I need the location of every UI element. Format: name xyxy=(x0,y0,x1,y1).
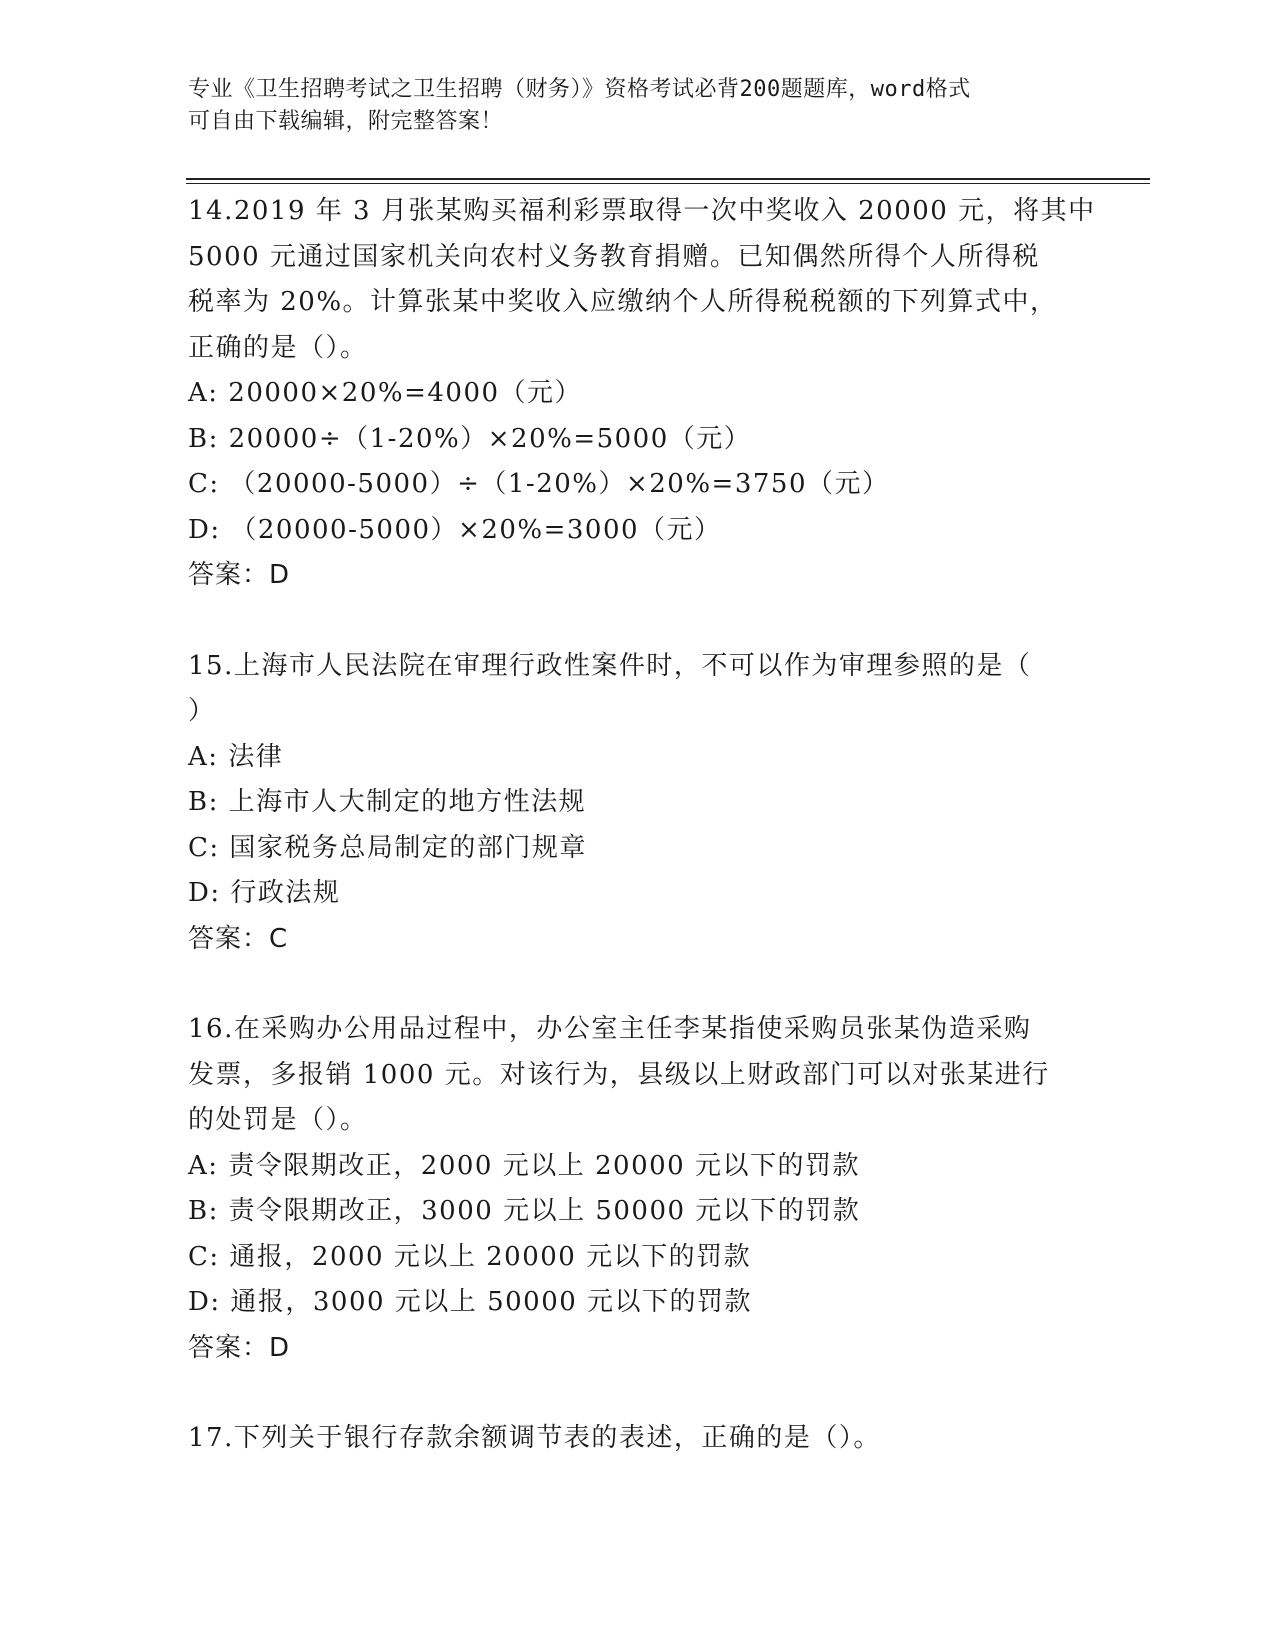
question-15 xyxy=(188,644,1088,963)
question-text-line: 16.在采购办公用品过程中，办公室主任李某指使采购员张某伪造采购 xyxy=(188,1014,1032,1044)
header-line: 专业《卫生招聘考试之卫生招聘（财务）》资格考试必背200题题库，word格式 xyxy=(188,77,971,102)
option-d: D: 行政法规 xyxy=(188,878,341,908)
document-header xyxy=(188,74,1068,138)
option-a: A: 法律 xyxy=(188,741,284,772)
option-b: B: 上海市人大制定的地方性法规 xyxy=(188,787,587,817)
header-rule xyxy=(186,178,1150,180)
option-c: C: 国家税务总局制定的部门规章 xyxy=(188,832,587,863)
option-c: C: 通报，2000 元以上 20000 元以下的罚款 xyxy=(188,1241,752,1272)
question-17 xyxy=(188,1416,1088,1462)
answer-line: 答案：D xyxy=(188,1332,291,1363)
question-16 xyxy=(188,1007,1088,1371)
question-text-line: 发票，多报销 1000 元。对该行为，县级以上财政部门可以对张某进行 xyxy=(188,1059,1050,1090)
header-line: 可自由下载编辑，附完整答案！ xyxy=(188,109,504,134)
question-text-line: ） xyxy=(188,696,216,726)
option-b: B: 20000÷（1-20%）×20%=5000（元） xyxy=(188,423,752,454)
option-b: B: 责令限期改正，3000 元以上 50000 元以下的罚款 xyxy=(188,1196,861,1226)
question-14 xyxy=(188,189,1096,599)
option-d: D: （20000-5000）×20%=3000（元） xyxy=(188,514,722,545)
question-text-line: 17.下列关于银行存款余额调节表的表述，正确的是（）。 xyxy=(188,1423,881,1453)
header-rule-thin xyxy=(186,183,1150,184)
question-text-line: 税率为 20%。计算张某中奖收入应缴纳个人所得税税额的下列算式中， xyxy=(188,287,1058,317)
question-text-line: 14.2019 年 3 月张某购买福利彩票取得一次中奖收入 20000 元，将其中 xyxy=(188,196,1096,226)
question-text-line: 的处罚是（）。 xyxy=(188,1105,368,1135)
option-a: A: 20000×20%=4000（元） xyxy=(188,378,583,408)
answer-line: 答案：D xyxy=(188,560,291,590)
question-list xyxy=(188,189,1096,1507)
question-text-line: 正确的是（）。 xyxy=(188,332,368,363)
question-text-line: 5000 元通过国家机关向农村义务教育捐赠。已知偶然所得个人所得税 xyxy=(188,241,1040,272)
option-c: C: （20000-5000）÷（1-20%）×20%=3750（元） xyxy=(188,469,890,499)
option-a: A: 责令限期改正，2000 元以上 20000 元以下的罚款 xyxy=(188,1150,860,1181)
option-d: D: 通报，3000 元以上 50000 元以下的罚款 xyxy=(188,1287,753,1317)
answer-line: 答案：C xyxy=(188,923,289,954)
question-text-line: 15.上海市人民法院在审理行政性案件时，不可以作为审理参照的是（ xyxy=(188,650,1032,681)
